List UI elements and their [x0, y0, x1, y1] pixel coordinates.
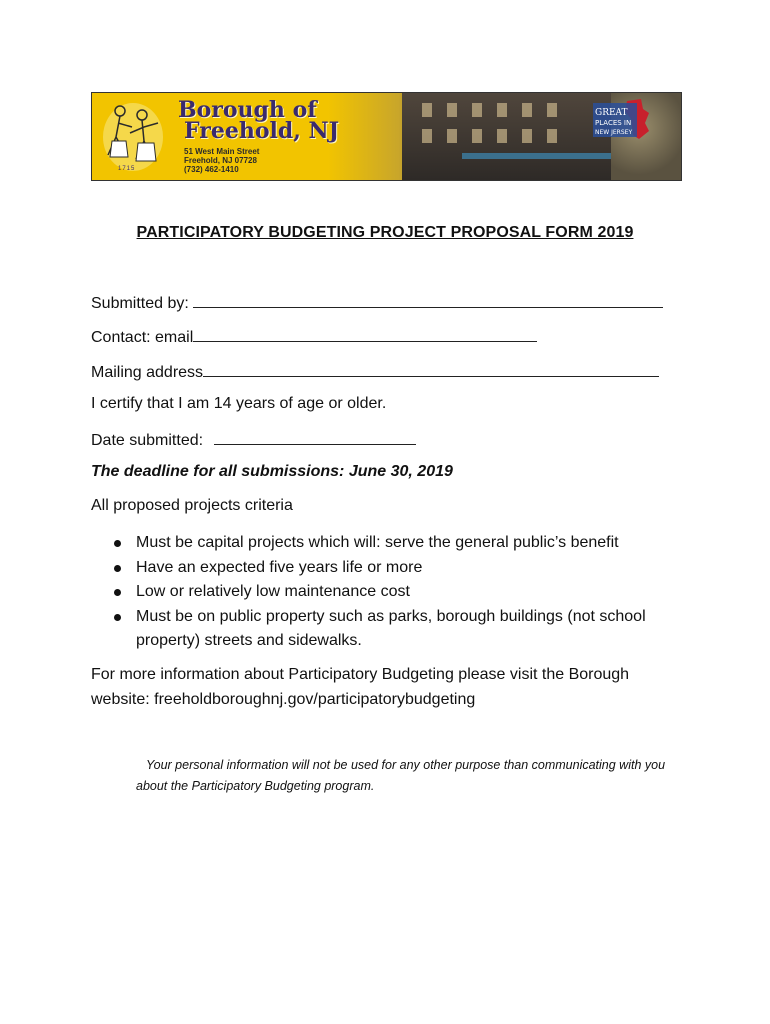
colonial-figures-emblem-icon — [98, 97, 168, 173]
criteria-item: Low or relatively low maintenance cost — [110, 580, 656, 605]
banner-phone: (732) 462-1410 — [184, 165, 239, 174]
banner-address-street: 51 West Main Street — [184, 147, 260, 156]
building-photo — [402, 93, 612, 180]
banner-address-city: Freehold, NJ 07728 — [184, 156, 257, 165]
date-row — [91, 429, 416, 450]
criteria-item: Must be on public property such as parks, borough buildings (not school property) streets and sidewalks. — [110, 605, 656, 654]
bullet-icon — [114, 614, 121, 621]
submitted-by-field[interactable] — [193, 292, 663, 308]
more-info-text: For more information about Participatory Budgeting please visit the Borough website: freeholdboroughnj.gov/participatorybudgeting — [91, 666, 630, 708]
submitted-by-label: Submitted by: — [91, 295, 189, 312]
certify-statement: I certify that I am 14 years of age or older. — [91, 395, 387, 412]
date-submitted-label: Date submitted: — [91, 432, 204, 449]
privacy-notice: Your personal information will not be used for any other purpose than communicating with you about the Participatory Budgeting program. — [136, 758, 666, 793]
criteria-item: Have an expected five years life or more — [110, 556, 656, 581]
banner-title-line1: Borough of — [178, 97, 317, 123]
bullet-icon — [114, 589, 121, 596]
badge-line3: NEW JERSEY — [595, 129, 633, 136]
seal-year: 1715 — [118, 166, 136, 172]
bullet-icon — [114, 565, 121, 572]
criteria-item: Must be capital projects which will: serve the general public’s benefit — [110, 531, 656, 556]
banner-branding — [92, 93, 382, 180]
mailing-row — [91, 361, 659, 382]
banner-title-line2: Freehold, NJ — [184, 118, 340, 144]
bullet-icon — [114, 540, 121, 547]
contact-row — [91, 326, 537, 347]
contact-email-field[interactable] — [193, 326, 537, 342]
mailing-address-label: Mailing address — [91, 364, 204, 381]
criteria-heading: All proposed projects criteria — [91, 497, 293, 514]
submitted-by-row — [91, 292, 663, 313]
badge-line2: PLACES IN — [595, 119, 632, 127]
great-places-nj-logo-icon — [591, 99, 653, 141]
badge-line1: GREAT — [595, 108, 628, 118]
date-submitted-field[interactable] — [214, 429, 416, 445]
contact-label: Contact: email — [91, 329, 194, 346]
header-banner — [91, 92, 682, 181]
deadline-notice: The deadline for all submissions: June 30, 2019 — [91, 463, 453, 480]
banner-photo — [382, 93, 681, 180]
criteria-list — [110, 531, 656, 654]
form-heading: PARTICIPATORY BUDGETING PROJECT PROPOSAL FORM 2019 — [136, 224, 634, 241]
mailing-address-field[interactable] — [203, 361, 659, 377]
